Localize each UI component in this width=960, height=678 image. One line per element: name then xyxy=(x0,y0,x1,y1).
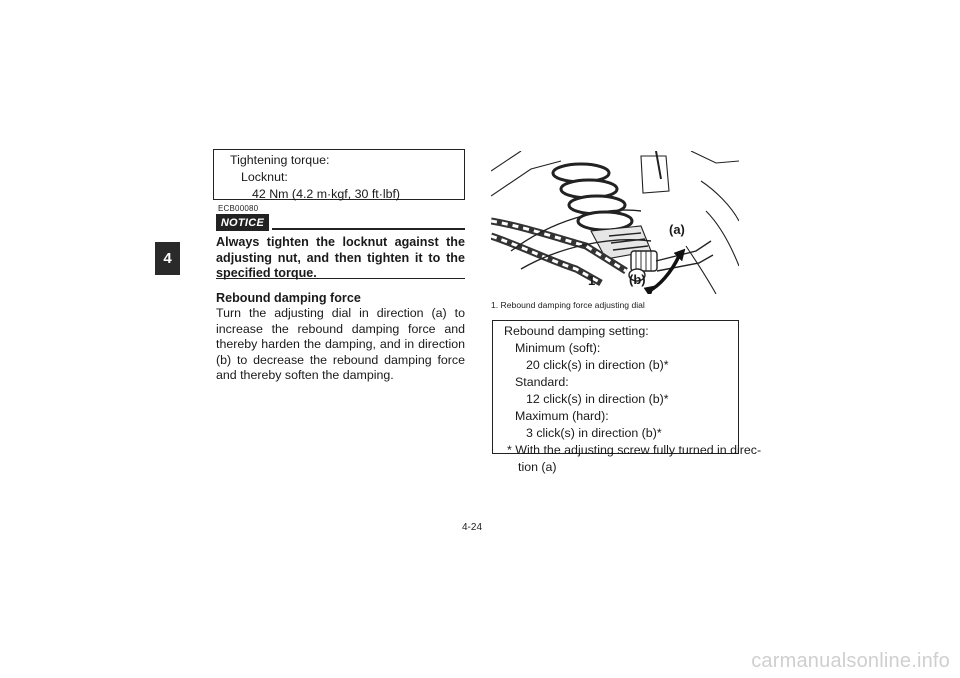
notice-header xyxy=(216,214,465,232)
figure-caption: 1. Rebound damping force adjusting dial xyxy=(491,300,645,310)
rebound-std-value: 12 click(s) in direction (b)* xyxy=(526,392,669,406)
rebound-max-value: 3 click(s) in direction (b)* xyxy=(526,426,662,440)
torque-title: Tightening torque: xyxy=(230,153,330,167)
rebound-title: Rebound damping setting: xyxy=(504,324,649,338)
rebound-min-label: Minimum (soft): xyxy=(515,341,601,355)
label-direction-a: (a) xyxy=(669,222,685,237)
rebound-max-label: Maximum (hard): xyxy=(515,409,609,423)
notice-text: Always tighten the locknut against the adjusting nut, and then tighten it to the specified torque. xyxy=(216,235,465,280)
torque-value: 42 Nm (4.2 m·kgf, 30 ft·lbf) xyxy=(252,187,401,201)
rebound-std-label: Standard: xyxy=(515,375,569,389)
rebound-damping-box xyxy=(492,320,762,474)
rebound-min-value: 20 click(s) in direction (b)* xyxy=(526,358,669,372)
chapter-tab: 4 xyxy=(155,242,180,275)
callout-1: 1 xyxy=(588,273,596,288)
page-number: 4-24 xyxy=(462,522,483,533)
notice-badge: NOTICE xyxy=(216,214,269,231)
section-heading: Rebound damping force xyxy=(216,291,361,305)
section-body: Turn the adjusting dial in direction (a) to increase the rebound damping force and thereby harden the damping, and in direction (b) to decrease the rebound damping force and thereby soften the damping. xyxy=(216,306,465,382)
tightening-torque-box xyxy=(213,149,465,200)
rebound-footnote-1: * With the adjusting screw fully turned in direc- xyxy=(507,443,762,457)
shock-absorber-illustration xyxy=(491,151,739,294)
notice-code: ECB00080 xyxy=(218,204,259,213)
watermark: carmanualsonline.info xyxy=(751,650,950,672)
notice-rule xyxy=(272,228,465,230)
rebound-footnote-2: tion (a) xyxy=(518,460,557,474)
torque-locknut-label: Locknut: xyxy=(241,170,288,184)
label-direction-b: (b) xyxy=(629,272,646,287)
notice-end-rule xyxy=(216,278,465,279)
